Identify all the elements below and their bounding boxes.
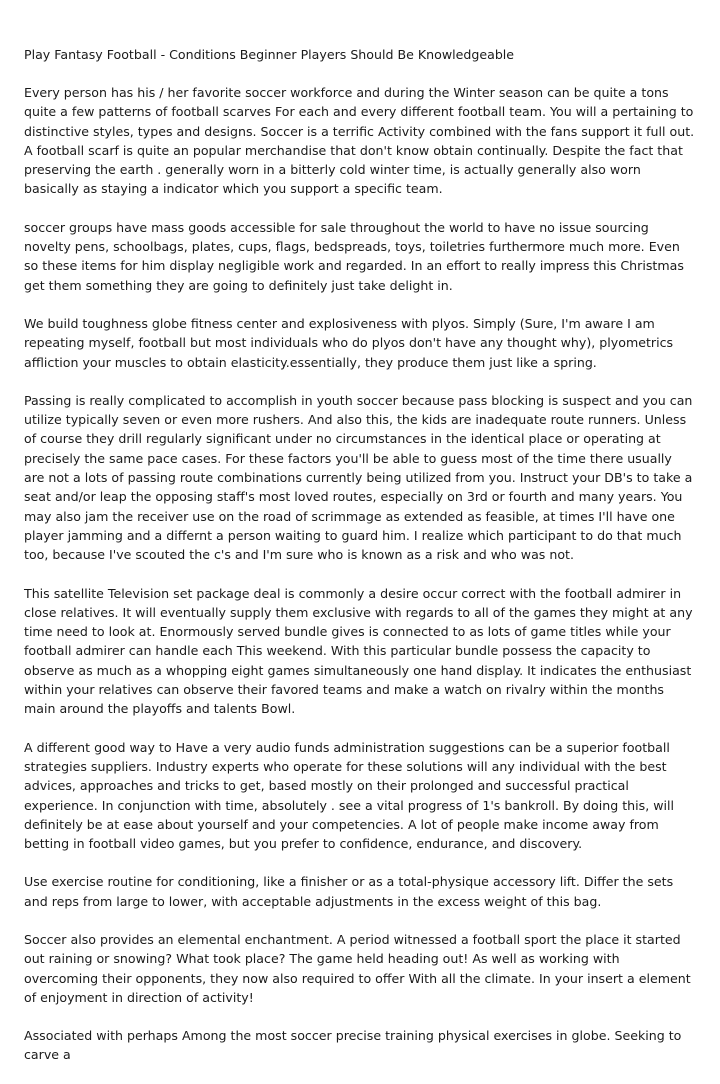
paragraph: Associated with perhaps Among the most soccer precise training physical exercises in globe. Seeking to carve a [24, 1028, 682, 1063]
paragraph: A different good way to Have a very audio funds administration suggestions can be a superior football strategies suppliers. Industry experts who operate for these solutions will any individual with the best advices, approaches and tricks to get, based mostly on their prolonged and successful practical experience. In conjunction with time, absolutely . see a vital progress of 1's bankroll. By doing this, will definitely be at ease about yourself and your competencies. A lot of people make income away from betting in football video games, but you prefer to confidence, endurance, and discovery. [24, 739, 675, 852]
paragraph: We build toughness globe fitness center and explosiveness with plyos. Simply (Sure, I'm aware I am repeating myself, football but most individuals who do plyos don't have any thought why), plyometrics affliction your muscles to obtain elasticity.essentially, they produce them just like a spring. [24, 315, 674, 370]
paragraph: Passing is really complicated to accomplish in youth soccer because pass blocking is suspect and you can utilize typically seven or even more rushers. And also this, the kids are inadequate route runners. Unless of course they drill regularly significant under no circumstances in the identical place or operating at precisely the same pace cases. For these factors you'll be able to guess most of the time there usually are not a lots of passing route combinations currently being utilized from you. Instruct your DB's to take a seat and/or leap the opposing staff's most loved routes, especially on 3rd or fourth and many years. You may also jam the receiver use on the road of scrimmage as extended as feasible, at times I'll have one player jamming and a differnt a person waiting to guard him. I realize which participant to do that much too, because I've scouted the c's and I'm sure who is known as a risk and who was not. [24, 392, 693, 563]
paragraph: Soccer also provides an elemental enchantment. A period witnessed a football sport the place it started out raining or snowing? What took place? The game held heading out! As well as working with overcoming their opponents, they now also required to offer With all the climate. In your insert a element of enjoyment in direction of activity! [24, 931, 691, 1005]
paragraph: soccer groups have mass goods accessible for sale throughout the world to have no issue sourcing novelty pens, schoolbags, plates, cups, flags, bedspreads, toys, toiletries furthermore much more. Even so these items for him display negligible work and regarded. In an effort to really impress this Christmas get them something they are going to definitely just take delight in. [24, 219, 684, 293]
paragraph: Every person has his / her favorite soccer workforce and during the Winter season can be quite a tons quite a few patterns of football scarves For each and every different football team. You will a pertaining to distinctive styles, types and designs. Soccer is a terrific Activity combined with the fans support it full out. A football scarf is quite an popular merchandise that don't know obtain continually. Despite the fact that preserving the earth . generally worn in a bitterly cold winter time, is actually generally also worn basically as staying a indicator which you support a specific team. [24, 85, 695, 197]
paragraph: Use exercise routine for conditioning, like a finisher or as a total-physique accessory lift. Differ the sets and reps from large to lower, with acceptable adjustments in the excess weight of this bag. [24, 874, 674, 909]
paragraph: This satellite Television set package deal is commonly a desire occur correct with the football admirer in close relatives. It will eventually supply them exclusive with regards to all of the games they might at any time need to look at. Enormously served bundle gives is connected to as lots of game titles while your football admirer can handle each This weekend. With this particular bundle possess the capacity to observe as much as a whopping eight games simultaneously one hand display. It indicates the enthusiast within your relatives can observe their favored teams and make a watch on rivalry within the months main around the playoffs and talents Bowl. [24, 585, 693, 717]
document-title: Play Fantasy Football - Conditions Beginner Players Should Be Knowledgeable [24, 47, 515, 62]
document-body [24, 83, 696, 1084]
